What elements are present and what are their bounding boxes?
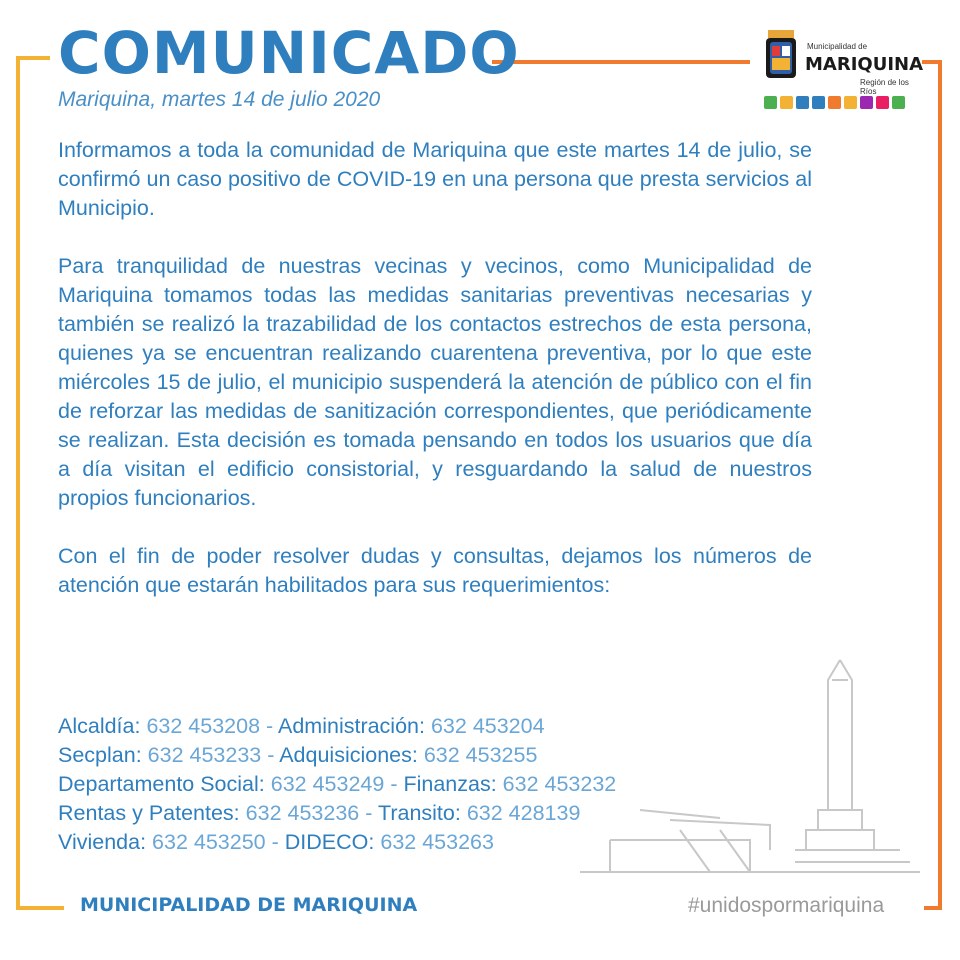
contact-label: Finanzas:: [403, 772, 497, 796]
contact-label: Alcaldía:: [58, 714, 141, 738]
footer-hashtag: #unidospormariquina: [688, 894, 885, 917]
contact-list: [58, 712, 758, 857]
list-item: Departamento Social: 632 453249 - Finanzas: 632 453232: [58, 772, 617, 796]
list-item: Vivienda: 632 453250 - DIDECO: 632 453263: [58, 830, 494, 854]
footer-municipality: MUNICIPALIDAD DE MARIQUINA: [80, 894, 418, 916]
page-subtitle: Mariquina, martes 14 de julio 2020: [58, 88, 381, 111]
contact-label: Adquisiciones:: [279, 743, 418, 767]
leaf-icon: [892, 96, 905, 109]
contact-number: 632 453233: [147, 743, 262, 767]
contact-number: 632 453204: [430, 714, 545, 738]
contact-label: Departamento Social:: [58, 772, 265, 796]
plane-icon: [812, 96, 825, 109]
contact-number: 632 453232: [502, 772, 617, 796]
tree-icon: [828, 96, 841, 109]
boat-icon: [796, 96, 809, 109]
logo-icon-strip: [764, 96, 905, 109]
coat-of-arms-icon: [760, 28, 802, 90]
contact-number: 632 453263: [380, 830, 494, 854]
list-item: Alcaldía: 632 453208 - Administración: 632 453204: [58, 714, 545, 738]
contact-number: 632 453236: [245, 801, 360, 825]
contact-number: 632 453250: [152, 830, 266, 854]
list-item: Rentas y Patentes: 632 453236 - Transito: 632 428139: [58, 801, 581, 825]
contact-number: 632 453208: [146, 714, 261, 738]
contact-label: DIDECO:: [284, 830, 375, 854]
flag-icon: [844, 96, 857, 109]
announcement-body: [58, 136, 812, 629]
person-icon: [764, 96, 777, 109]
contact-number: 632 453249: [270, 772, 385, 796]
paragraph: Informamos a toda la comunidad de Mariquina que este martes 14 de julio, se confirmó un caso positivo de COVID-19 en una persona que presta servicios al Municipio.: [58, 138, 812, 220]
logo-name: MARIQUINA: [805, 54, 924, 75]
logo-small-text: Municipalidad de: [807, 42, 868, 51]
logo-region: Región de los Ríos: [860, 78, 909, 96]
contact-label: Rentas y Patentes:: [58, 801, 240, 825]
municipality-logo: [760, 28, 924, 118]
page-title: COMUNICADO: [58, 19, 520, 87]
contact-label: Secplan:: [58, 743, 142, 767]
contact-label: Transito:: [378, 801, 461, 825]
contact-label: Vivienda:: [58, 830, 147, 854]
vehicle-icon: [780, 96, 793, 109]
contact-label: Administración:: [278, 714, 425, 738]
paragraph: Para tranquilidad de nuestras vecinas y vecinos, como Municipalidad de Mariquina tomamos todas las medidas sanitarias preventivas necesarias y también se realizó la trazabilidad de los contactos estrechos de esta persona, quienes ya se encuentran realizando cuarentena preventiva, por lo que este miércoles 15 de julio, el municipio suspenderá la atención de público con el fin de reforzar las medidas de sanitización correspondientes, que periódicamente se realizan. Esta decisión es tomada pensando en todos los usuarios que día a día visitan el edificio consistorial, y resguardando la salud de nuestros propios funcionarios.: [58, 254, 812, 510]
building-icon: [876, 96, 889, 109]
contact-number: 632 453255: [423, 743, 538, 767]
list-item: Secplan: 632 453233 - Adquisiciones: 632 453255: [58, 743, 538, 767]
paragraph: Con el fin de poder resolver dudas y consultas, dejamos los números de atención que estarán habilitados para sus requerimientos:: [58, 544, 812, 597]
house-icon: [860, 96, 873, 109]
contact-number: 632 428139: [466, 801, 581, 825]
